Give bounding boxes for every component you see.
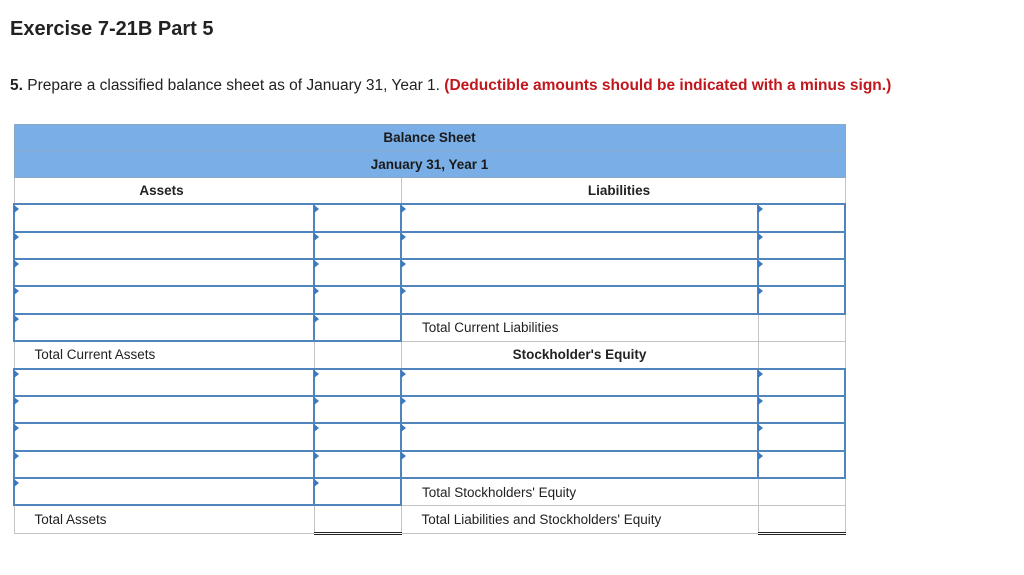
page-title: Exercise 7-21B Part 5 [10, 18, 214, 40]
dropdown-arrow-icon [758, 287, 763, 295]
asset-label-input[interactable] [14, 423, 314, 450]
dropdown-arrow-icon [758, 397, 763, 405]
asset-amount-input[interactable] [314, 423, 401, 450]
liability-account-field[interactable] [402, 260, 757, 285]
liability-amount-input[interactable] [758, 286, 845, 313]
asset-amount-field[interactable] [315, 370, 400, 395]
equity-label-input[interactable] [401, 396, 758, 423]
dropdown-arrow-icon [401, 287, 406, 295]
dropdown-arrow-icon [401, 205, 406, 213]
asset-amount-input[interactable] [314, 286, 401, 313]
asset-label-input[interactable] [14, 369, 314, 396]
liability-amount-field[interactable] [759, 287, 844, 312]
dropdown-arrow-icon [314, 260, 319, 268]
asset-label-input[interactable] [14, 204, 314, 231]
equity-header: Stockholder's Equity [401, 341, 758, 368]
liability-label-input[interactable] [401, 232, 758, 259]
dropdown-arrow-icon [314, 397, 319, 405]
dropdown-arrow-icon [314, 452, 319, 460]
equity-amount-input[interactable] [758, 396, 845, 423]
dropdown-arrow-icon [758, 205, 763, 213]
asset-amount-input[interactable] [314, 232, 401, 259]
equity-label-input[interactable] [401, 369, 758, 396]
total-equity-label: Total Stockholders' Equity [401, 478, 758, 505]
dropdown-arrow-icon [14, 370, 19, 378]
asset-account-field[interactable] [15, 370, 313, 395]
asset-account-field[interactable] [15, 315, 313, 340]
equity-header-amount [758, 341, 845, 368]
dropdown-arrow-icon [401, 424, 406, 432]
dropdown-arrow-icon [14, 233, 19, 241]
dropdown-arrow-icon [401, 233, 406, 241]
asset-label-input[interactable] [14, 259, 314, 286]
total-assets-label: Total Assets [14, 505, 314, 533]
total-liab-equity-amount[interactable] [758, 505, 845, 533]
total-assets-amount[interactable] [314, 505, 401, 533]
equity-amount-input[interactable] [758, 369, 845, 396]
question-text: Prepare a classified balance sheet as of January 31, Year 1. [22, 77, 445, 94]
asset-amount-input[interactable] [314, 451, 401, 478]
dropdown-arrow-icon [401, 397, 406, 405]
asset-account-field[interactable] [15, 452, 313, 477]
dropdown-arrow-icon [14, 479, 19, 487]
equity-amount-field[interactable] [759, 370, 844, 395]
dropdown-arrow-icon [401, 370, 406, 378]
liability-label-input[interactable] [401, 286, 758, 313]
liability-amount-input[interactable] [758, 204, 845, 231]
asset-account-field[interactable] [15, 233, 313, 258]
asset-label-input[interactable] [14, 286, 314, 313]
total-liab-equity-label: Total Liabilities and Stockholders' Equity [401, 505, 758, 533]
liability-account-field[interactable] [402, 233, 757, 258]
asset-amount-field[interactable] [315, 287, 400, 312]
dropdown-arrow-icon [758, 260, 763, 268]
dropdown-arrow-icon [14, 287, 19, 295]
dropdown-arrow-icon [314, 205, 319, 213]
asset-account-field[interactable] [15, 424, 313, 449]
asset-amount-input[interactable] [314, 314, 401, 341]
question-note: (Deductible amounts should be indicated with a minus sign.) [444, 77, 892, 94]
asset-label-input[interactable] [14, 314, 314, 341]
asset-amount-input[interactable] [314, 259, 401, 286]
liability-amount-field[interactable] [759, 260, 844, 285]
dropdown-arrow-icon [14, 205, 19, 213]
liability-amount-field[interactable] [759, 233, 844, 258]
balance-sheet-table [13, 124, 846, 535]
equity-account-field[interactable] [402, 452, 757, 477]
dropdown-arrow-icon [314, 370, 319, 378]
asset-amount-field[interactable] [315, 424, 400, 449]
equity-amount-input[interactable] [758, 451, 845, 478]
asset-label-input[interactable] [14, 396, 314, 423]
asset-account-field[interactable] [15, 479, 313, 504]
dropdown-arrow-icon [758, 424, 763, 432]
liabilities-header: Liabilities [401, 177, 845, 204]
total-current-liabilities-label: Total Current Liabilities [401, 314, 758, 341]
question-prompt [10, 77, 891, 95]
liability-account-field[interactable] [402, 287, 757, 312]
sheet-title: Balance Sheet [14, 125, 845, 151]
equity-amount-input[interactable] [758, 423, 845, 450]
asset-amount-input[interactable] [314, 204, 401, 231]
liability-account-field[interactable] [402, 205, 757, 230]
equity-label-input[interactable] [401, 451, 758, 478]
total-current-assets-amount[interactable] [314, 341, 401, 368]
question-number: 5. [10, 77, 23, 94]
equity-amount-field[interactable] [759, 424, 844, 449]
dropdown-arrow-icon [758, 233, 763, 241]
asset-account-field[interactable] [15, 397, 313, 422]
dropdown-arrow-icon [14, 315, 19, 323]
dropdown-arrow-icon [758, 370, 763, 378]
asset-amount-input[interactable] [314, 478, 401, 505]
asset-amount-input[interactable] [314, 369, 401, 396]
liability-label-input[interactable] [401, 259, 758, 286]
asset-account-field[interactable] [15, 260, 313, 285]
equity-amount-field[interactable] [759, 397, 844, 422]
dropdown-arrow-icon [14, 452, 19, 460]
equity-account-field[interactable] [402, 370, 757, 395]
dropdown-arrow-icon [401, 452, 406, 460]
asset-amount-field[interactable] [315, 479, 400, 504]
equity-account-field[interactable] [402, 424, 757, 449]
dropdown-arrow-icon [314, 287, 319, 295]
asset-amount-field[interactable] [315, 397, 400, 422]
asset-label-input[interactable] [14, 478, 314, 505]
liability-amount-input[interactable] [758, 259, 845, 286]
dropdown-arrow-icon [14, 260, 19, 268]
dropdown-arrow-icon [314, 315, 319, 323]
asset-amount-field[interactable] [315, 205, 400, 230]
total-current-liabilities-amount[interactable] [758, 314, 845, 341]
dropdown-arrow-icon [314, 479, 319, 487]
asset-amount-field[interactable] [315, 452, 400, 477]
asset-amount-field[interactable] [315, 260, 400, 285]
asset-label-input[interactable] [14, 232, 314, 259]
equity-account-field[interactable] [402, 397, 757, 422]
equity-amount-field[interactable] [759, 452, 844, 477]
asset-label-input[interactable] [14, 451, 314, 478]
total-equity-amount[interactable] [758, 478, 845, 505]
asset-amount-field[interactable] [315, 233, 400, 258]
asset-amount-field[interactable] [315, 315, 400, 340]
equity-label-input[interactable] [401, 423, 758, 450]
total-current-assets-label: Total Current Assets [14, 341, 314, 368]
asset-account-field[interactable] [15, 287, 313, 312]
sheet-date: January 31, Year 1 [14, 151, 845, 177]
dropdown-arrow-icon [14, 424, 19, 432]
dropdown-arrow-icon [14, 397, 19, 405]
liability-amount-field[interactable] [759, 205, 844, 230]
dropdown-arrow-icon [758, 452, 763, 460]
dropdown-arrow-icon [314, 233, 319, 241]
assets-header: Assets [14, 177, 401, 204]
asset-amount-input[interactable] [314, 396, 401, 423]
liability-label-input[interactable] [401, 204, 758, 231]
dropdown-arrow-icon [314, 424, 319, 432]
dropdown-arrow-icon [401, 260, 406, 268]
liability-amount-input[interactable] [758, 232, 845, 259]
asset-account-field[interactable] [15, 205, 313, 230]
